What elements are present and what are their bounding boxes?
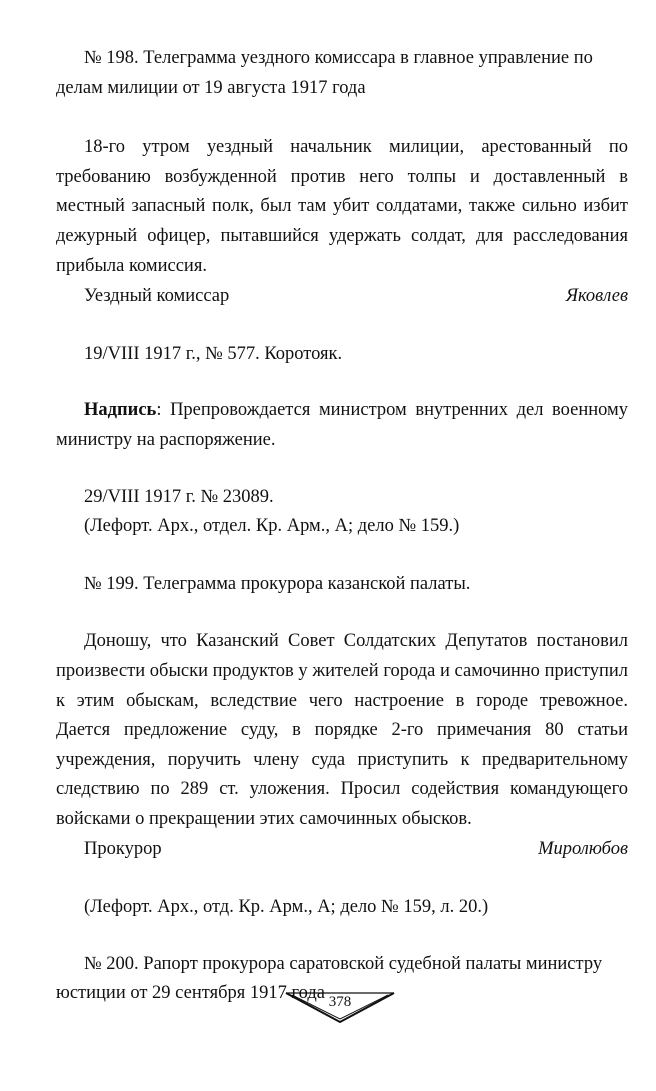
doc198-archive-reference: (Лефорт. Арх., отдел. Кр. Арм., А; дело № 159.) <box>84 516 460 537</box>
doc199-signature-name: Миролюбов <box>538 839 628 860</box>
doc198-signature-name: Яковлев <box>565 286 628 307</box>
doc198-body: 18-го утром уездный начальник милиции, арестованный по требованию возбужденной против него толпы и доставленный в местный запасный полк, был там убит солдатами, также сильно избит дежурный офицер, пытавшийся удержать солдат, для расследования прибыла комиссия. <box>56 137 628 276</box>
doc198-reference-date: 29/VIII 1917 г. № 23089. <box>84 486 274 507</box>
doc200-heading-line2: юстиции от 29 сентября 1917 года <box>56 983 325 1004</box>
doc198-inscription-label: Надпись <box>84 400 157 421</box>
doc199-heading: № 199. Телеграмма прокурора казанской палаты. <box>84 573 471 594</box>
doc198-date-line: 19/VIII 1917 г., № 577. Коротояк. <box>84 343 343 364</box>
doc198-inscription <box>56 396 628 455</box>
doc198-signature <box>84 282 628 312</box>
page-footer <box>284 990 396 1024</box>
doc198-heading-line1: № 198. Телеграмма уездного комиссара в главное управление по <box>84 48 593 68</box>
doc199-signature-title: Прокурор <box>84 839 162 860</box>
doc199-body: Доношу, что Казанский Совет Солдатских Депутатов постановил произвести обыски продуктов у жителей города и самочинно приступил к этим обыскам, вследствие чего настроение в городе тревожное. Дается предложение суду, в порядке 2-го примечания 80 статьи учреждения, поручить члену суда приступить к предварительному следствию по 289 ст. уложения. Просил содействия командующего войсками о прекращении этих самочинных обысков. <box>56 631 628 829</box>
doc199-archive-reference: (Лефорт. Арх., отд. Кр. Арм., А; дело № 159, л. 20.) <box>84 897 489 918</box>
doc200-heading-line1: № 200. Рапорт прокурора саратовской судебной палаты министру <box>84 953 603 974</box>
doc199-signature <box>84 835 628 865</box>
doc198-heading-line2: делам милиции от 19 августа 1917 года <box>56 77 366 98</box>
page-content <box>56 44 628 1009</box>
doc198-inscription-text: : Препровождается министром внутренних дел военному министру на распоряжение. <box>56 400 628 450</box>
doc198-heading <box>56 44 628 103</box>
page-number: 378 <box>328 994 352 1010</box>
doc198-signature-title: Уездный комиссар <box>84 286 230 307</box>
